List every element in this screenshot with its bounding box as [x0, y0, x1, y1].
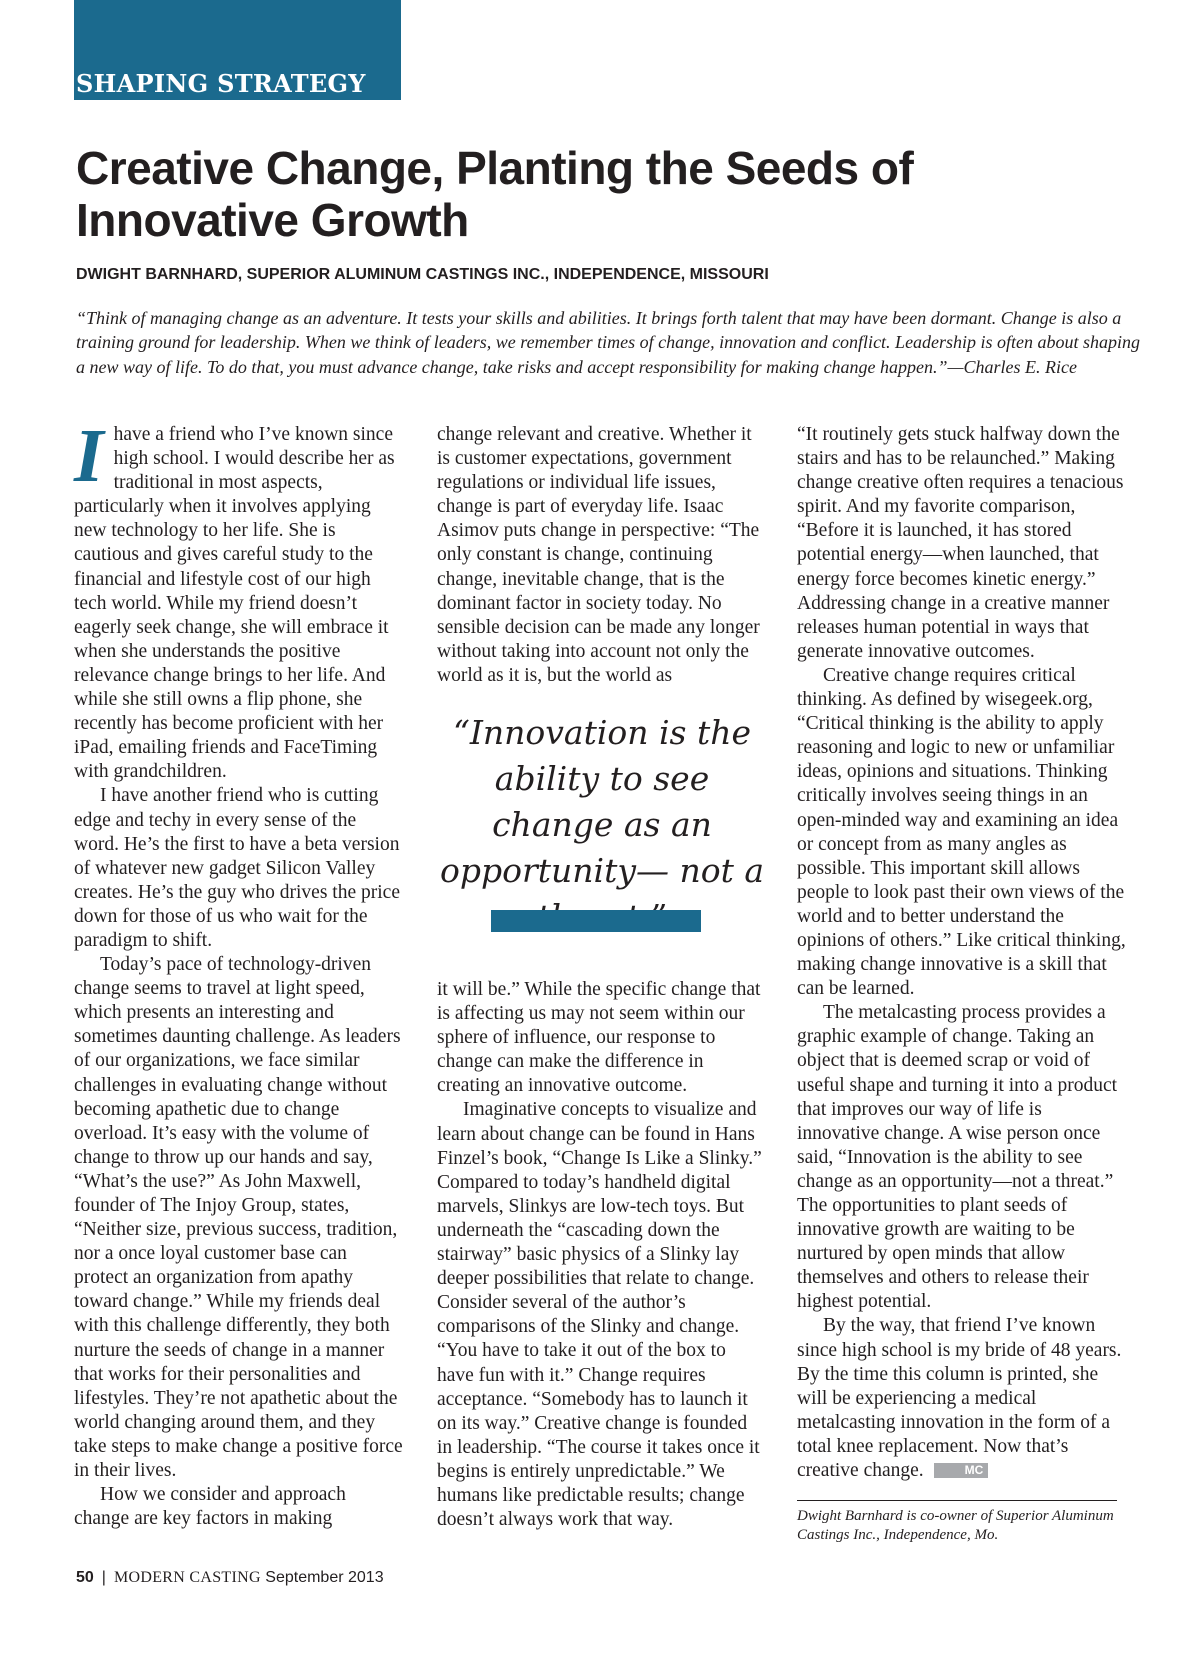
- column-1: [74, 414, 404, 1531]
- paragraph: Today’s pace of technology-driven change seems to travel at light speed, which presents an interesting and sometimes daunting challenge. As leaders of our organizations, we face similar challenges in evaluating change without becoming apathetic due to change overload. It’s easy with the volume of change to throw up our hands and say, “What’s the use?” As John Maxwell, founder of The Injoy Group, states, “Neither size, previous success, tradition, nor a once loyal customer base can protect an organization from apathy toward change.” While my friends deal with this challenge differently, they both nurture the seeds of change in a manner that works for their personalities and lifestyles. They’re not apathetic about the world changing around them, and they take steps to make change a positive force in their lives.: [74, 954, 403, 1482]
- page-footer: [76, 1569, 384, 1587]
- paragraph: I have another friend who is cutting edge and techy in every sense of the word. He’s the first to have a beta version of whatever new gadget Silicon Valley creates. He’s the guy who drives the price down for those of us who wait for the paradigm to shift.: [74, 785, 400, 951]
- paragraph: change relevant and creative. Whether it is customer expectations, government regulations or individual life issues, change is part of everyday life. Isaac Asimov puts change in perspective: “The only constant is change, continuing change, inevitable change, that is the dominant factor in society today. No sensible decision can be made any longer without taking into account not only the world as it is, but the world as: [437, 424, 760, 686]
- paragraph-text: have a friend who I’ve known since high school. I would describe her as traditional in most aspects, particularly when it involves applying new technology to her life. She is cautious and gives careful study to the financial and lifestyle cost of our high tech world. While my friend doesn’t eagerly seek change, she will embrace it when she understands the positive relevance change brings to her life. And while she still owns a flip phone, she recently has become proficient with her iPad, emailing friends and FaceTiming with grandchildren.: [74, 424, 395, 783]
- paragraph: How we consider and approach change are key factors in making: [74, 1484, 346, 1530]
- paragraph: The metalcasting process provides a graphic example of change. Taking an object that is deemed scrap or void of useful shape and turning it into a product that improves our way of life is innovative change. A wise person once said, “Innovation is the ability to see change as an opportunity—not a threat.” The opportunities to plant seeds of innovative growth are waiting to be nurtured by open minds that allow themselves and others to release their highest potential.: [797, 1002, 1118, 1313]
- article-title: Creative Change, Planting the Seeds of Innovative Growth: [76, 142, 914, 246]
- pull-quote-rule: [491, 910, 701, 932]
- page-number: 50: [76, 1569, 94, 1586]
- drop-cap: I: [74, 414, 104, 498]
- paragraph: [797, 1314, 1127, 1483]
- bio-divider: [797, 1500, 1117, 1501]
- paragraph-text: By the way, that friend I’ve known since high school is my bride of 48 years. By the time this column is printed, she will be experiencing a medical metalcasting innovation in the form of a total knee replacement. Now that’s creative change.: [797, 1315, 1122, 1482]
- paragraph: Creative change requires critical thinking. As defined by wisegeek.org, “Critical thinking is the ability to apply reasoning and logic to new or unfamiliar ideas, opinions and situations. Thinking critically involves seeing things in an open-minded way and examining an idea or concept from as many angles as possible. This important skill allows people to look past their own views of the world and to better understand the opinions of others.” Like critical thinking, making change innovative is a skill that can be learned.: [797, 664, 1126, 1000]
- magazine-name: MODERN CASTING: [113, 1569, 261, 1586]
- paragraph: Imaginative concepts to visualize and learn about change can be found in Hans Finzel’s book, “Change Is Like a Slinky.” Compared to today’s handheld digital marvels, Slinkys are low-tech toys. But underneath the “cascading down the stairway” basic physics of a Slinky lay deeper possibilities that relate to change. Consider several of the author’s comparisons of the Slinky and change. “You have to take it out of the box to have fun with it.” Change requires acceptance. “Somebody has to launch it on its way.” Creative change is founded in leadership. “The course it takes once it begins is entirely unpredictable.” We humans like predictable results; change doesn’t always work that way.: [437, 1099, 762, 1531]
- end-mark-badge: MC: [934, 1463, 989, 1478]
- column-3: [797, 423, 1127, 1483]
- pull-quote: “Innovation is the ability to see change as an opportunity— not a: [439, 713, 765, 890]
- footer-separator: |: [101, 1569, 106, 1586]
- column-2-bottom: [437, 978, 767, 1532]
- paragraph: [74, 414, 404, 784]
- byline: DWIGHT BARNHARD, SUPERIOR ALUMINUM CASTINGS INC., INDEPENDENCE, MISSOURI: [76, 266, 769, 283]
- paragraph: it will be.” While the specific change that is affecting us may not seem within our sphere of influence, our response to change can make the difference in creating an innovative outcome.: [437, 979, 761, 1097]
- column-2-top: [437, 423, 767, 688]
- author-bio: Dwight Barnhard is co-owner of Superior Aluminum Castings Inc., Independence, Mo.: [797, 1508, 1114, 1543]
- epigraph-quote: “Think of managing change as an adventure. It tests your skills and abilities. It brings forth talent that may have been dormant. Change is also a training ground for leadership. When we think of leaders, we remember times of change, innovation and conflict. Leadership is often about shaping a new way of life. To do that, you must advance change, take risks and accept responsibility for making change happen.”—Charles E. Rice: [76, 308, 1141, 377]
- paragraph: “It routinely gets stuck halfway down the stairs and has to be relaunched.” Making change creative often requires a tenacious spirit. And my favorite comparison, “Before it is launched, it has stored potential energy—when launched, that energy force becomes kinetic energy.” Addressing change in a creative manner releases human potential in ways that generate innovative outcomes.: [797, 424, 1124, 662]
- section-label: SHAPING STRATEGY: [76, 69, 366, 98]
- issue-date: September 2013: [265, 1569, 384, 1586]
